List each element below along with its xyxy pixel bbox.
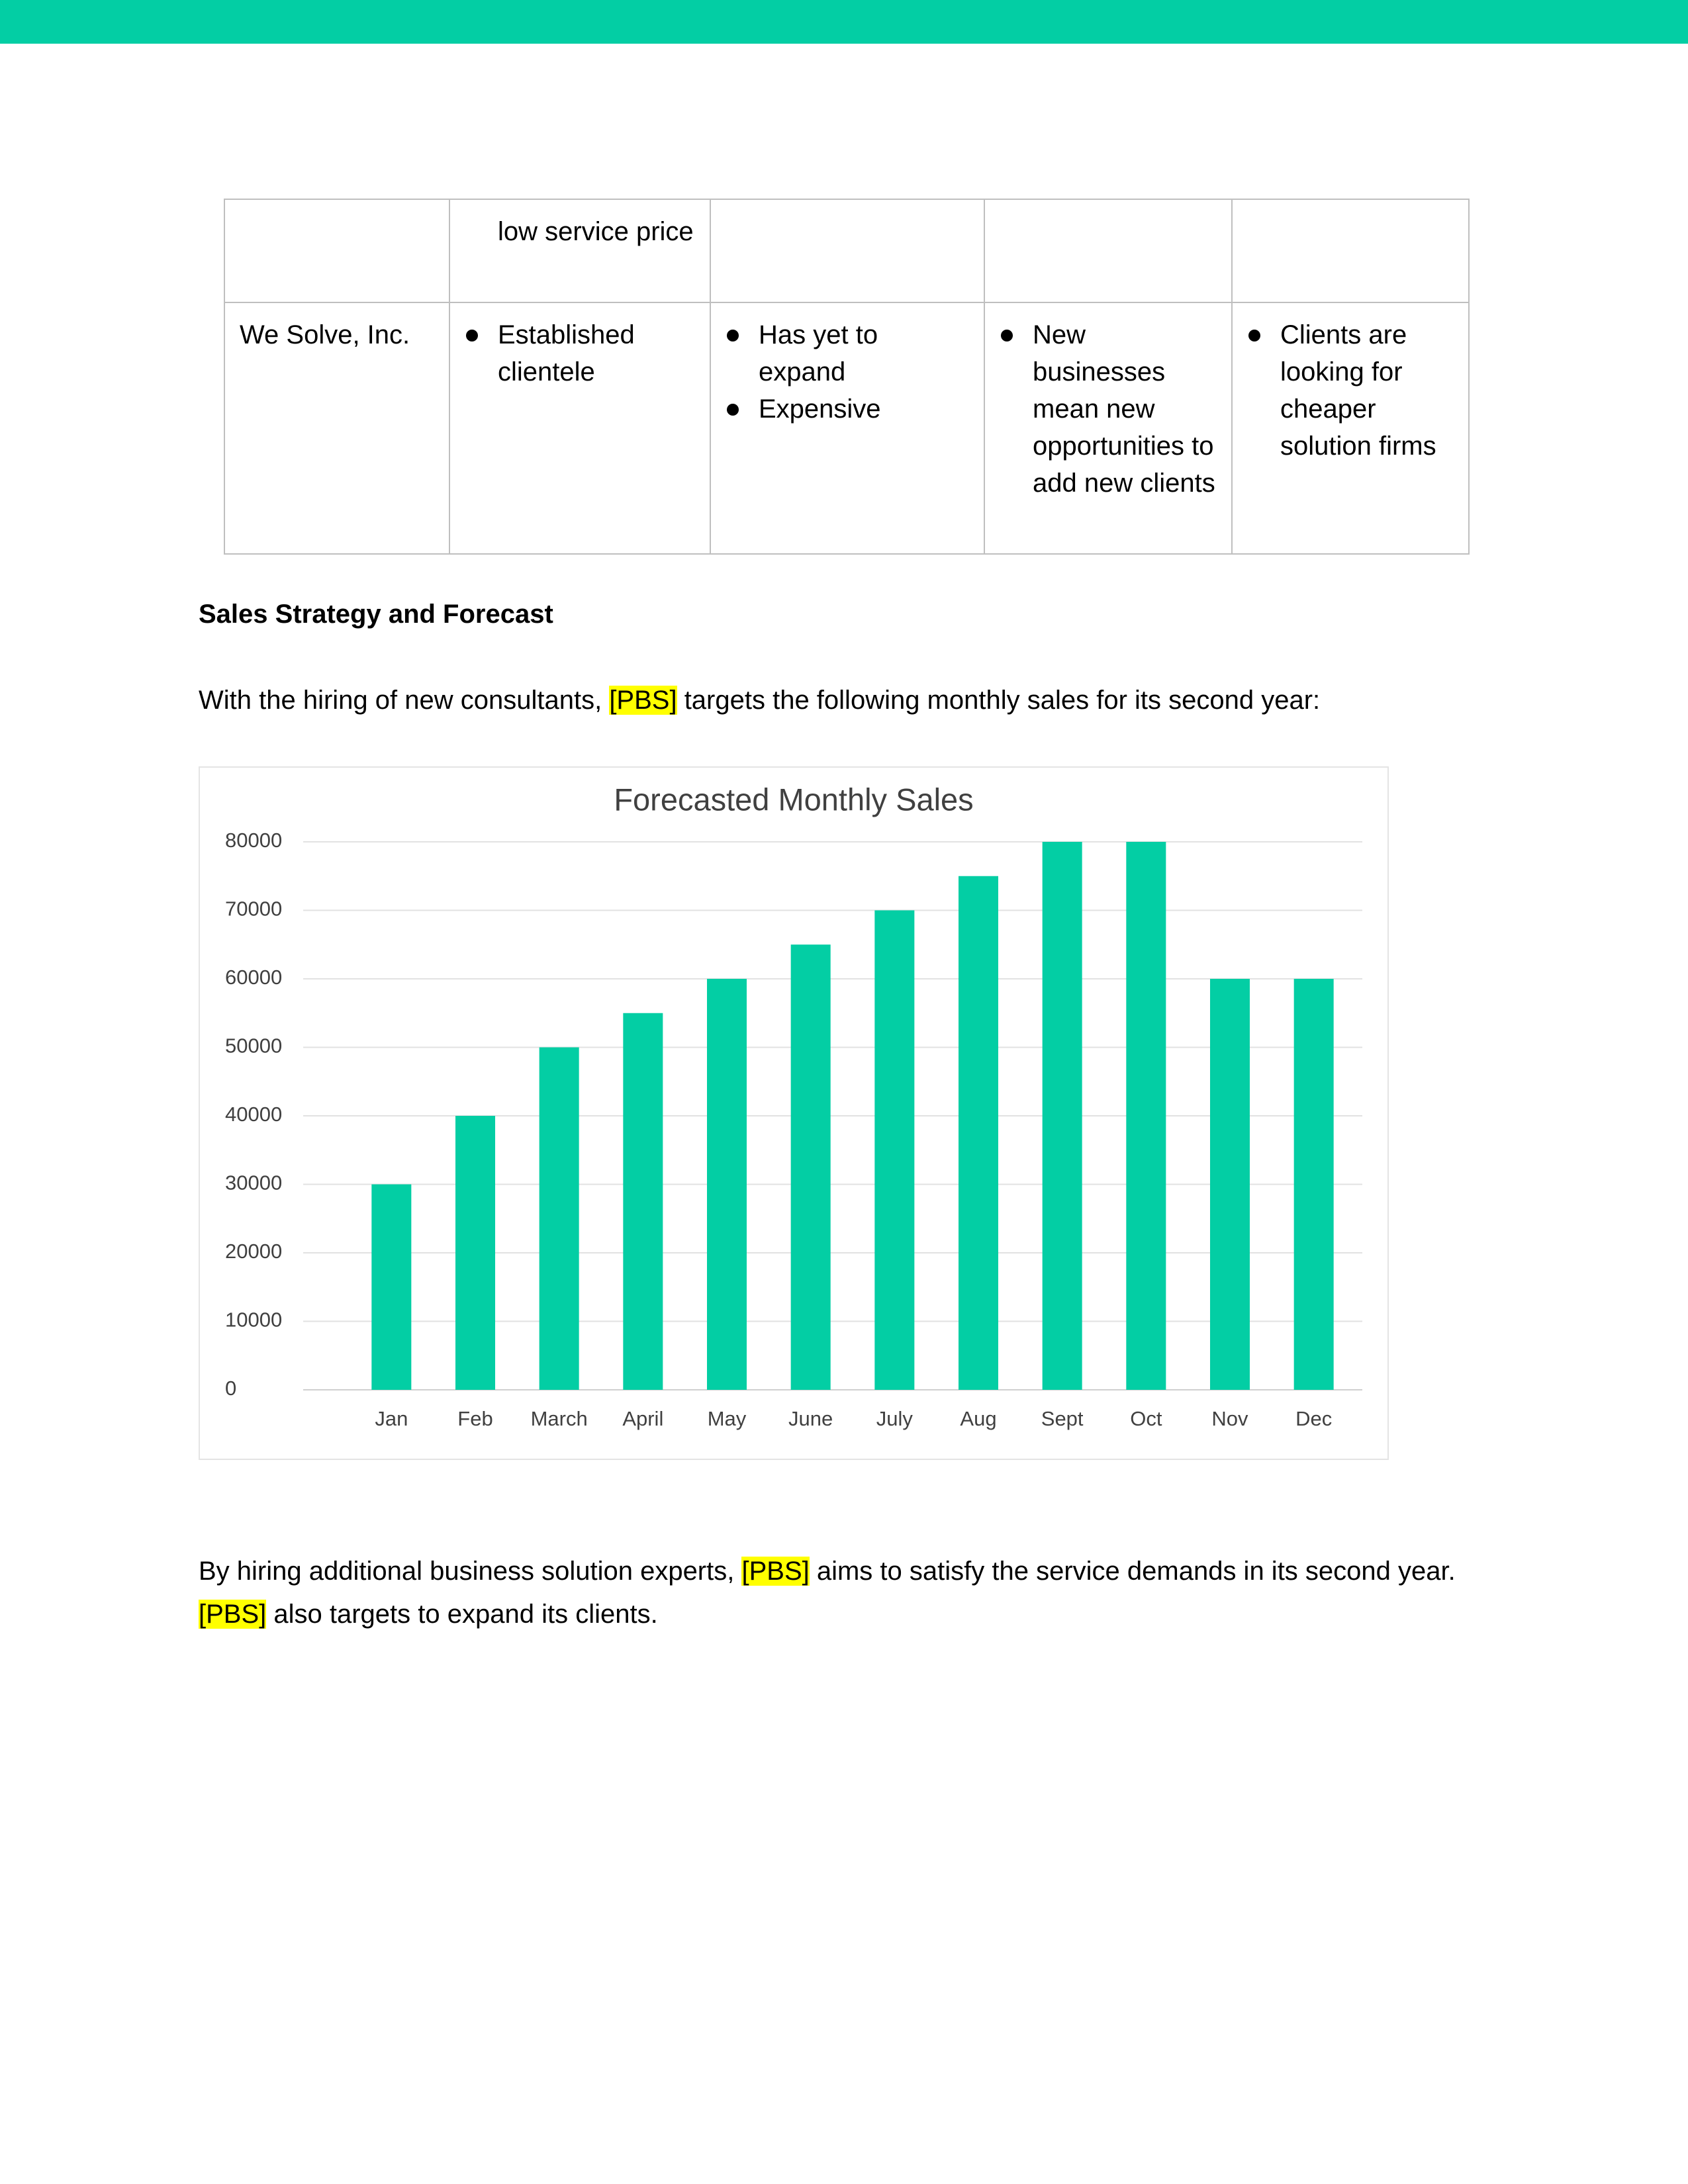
table-cell: [449, 199, 710, 302]
closing-paragraph: [199, 1550, 1496, 1636]
list-item: New businesses mean new opportunities to add new clients: [1033, 316, 1218, 502]
text-run: By hiring additional business solution experts,: [199, 1557, 742, 1586]
table-cell: [1232, 302, 1469, 554]
table-cell: [1232, 199, 1469, 302]
bar-sept: [1043, 842, 1082, 1390]
text-run: aims to satisfy the service demands in its second year.: [809, 1557, 1456, 1586]
strength-continuation: low service price: [498, 217, 694, 246]
weaknesses-list: [724, 316, 970, 428]
opportunities-list: [998, 316, 1218, 502]
x-tick-label: Oct: [1130, 1407, 1162, 1431]
y-tick-label: 50000: [225, 1034, 283, 1058]
table-cell: [710, 302, 984, 554]
bar-jan: [371, 1185, 411, 1390]
y-tick-label: 60000: [225, 966, 283, 989]
chart-title: Forecasted Monthly Sales: [614, 782, 974, 817]
x-tick-label: Sept: [1041, 1407, 1084, 1431]
intro-paragraph: [199, 679, 1496, 722]
sales-chart: [199, 766, 1389, 1460]
list-item: Clients are looking for cheaper solution firms: [1280, 316, 1455, 465]
bar-april: [623, 1013, 663, 1390]
y-tick-label: 70000: [225, 897, 283, 921]
table-cell: [710, 199, 984, 302]
y-tick-label: 20000: [225, 1240, 283, 1263]
x-tick-label: March: [530, 1407, 588, 1431]
table-row: [224, 199, 1469, 302]
highlighted-placeholder: [PBS]: [741, 1557, 810, 1586]
y-tick-label: 0: [225, 1377, 237, 1400]
chart-svg: [200, 768, 1387, 1459]
y-tick-label: 40000: [225, 1103, 283, 1126]
header-accent-band: [0, 0, 1688, 44]
bar-nov: [1210, 979, 1250, 1390]
bar-dec: [1294, 979, 1334, 1390]
competitor-table: [224, 199, 1470, 555]
list-item: Expensive: [759, 390, 970, 428]
text-run: With the hiring of new consultants,: [199, 686, 610, 715]
highlighted-placeholder: [PBS]: [199, 1600, 267, 1629]
table-cell: [984, 302, 1232, 554]
text-run: targets the following monthly sales for its second year:: [677, 686, 1321, 715]
bar-oct: [1126, 842, 1166, 1390]
bar-july: [874, 911, 914, 1390]
x-tick-label: Nov: [1211, 1407, 1248, 1431]
y-tick-label: 10000: [225, 1308, 283, 1332]
x-tick-label: April: [622, 1407, 664, 1431]
x-tick-label: June: [788, 1407, 833, 1431]
table-cell: [984, 199, 1232, 302]
text-run: also targets to expand its clients.: [266, 1600, 658, 1629]
bar-may: [707, 979, 747, 1390]
bar-june: [791, 944, 831, 1390]
threats-list: [1246, 316, 1455, 465]
bar-aug: [959, 876, 998, 1390]
list-item: Established clientele: [498, 316, 696, 390]
x-tick-label: Feb: [457, 1407, 493, 1431]
x-tick-label: Jan: [375, 1407, 408, 1431]
x-tick-label: Dec: [1295, 1407, 1333, 1431]
bar-feb: [455, 1116, 495, 1390]
x-tick-label: Aug: [960, 1407, 997, 1431]
table-row: [224, 302, 1469, 554]
table-cell: [449, 302, 710, 554]
section-heading: Sales Strategy and Forecast: [199, 600, 553, 629]
x-tick-label: July: [876, 1407, 913, 1431]
bar-march: [539, 1048, 579, 1390]
competitor-name: We Solve, Inc.: [224, 302, 449, 554]
x-tick-label: May: [707, 1407, 747, 1431]
y-tick-label: 30000: [225, 1171, 283, 1195]
y-tick-label: 80000: [225, 829, 283, 852]
list-item: Has yet to expand: [759, 316, 970, 390]
table-cell: [224, 199, 449, 302]
strengths-list: [463, 316, 696, 390]
highlighted-placeholder: [PBS]: [609, 686, 677, 715]
